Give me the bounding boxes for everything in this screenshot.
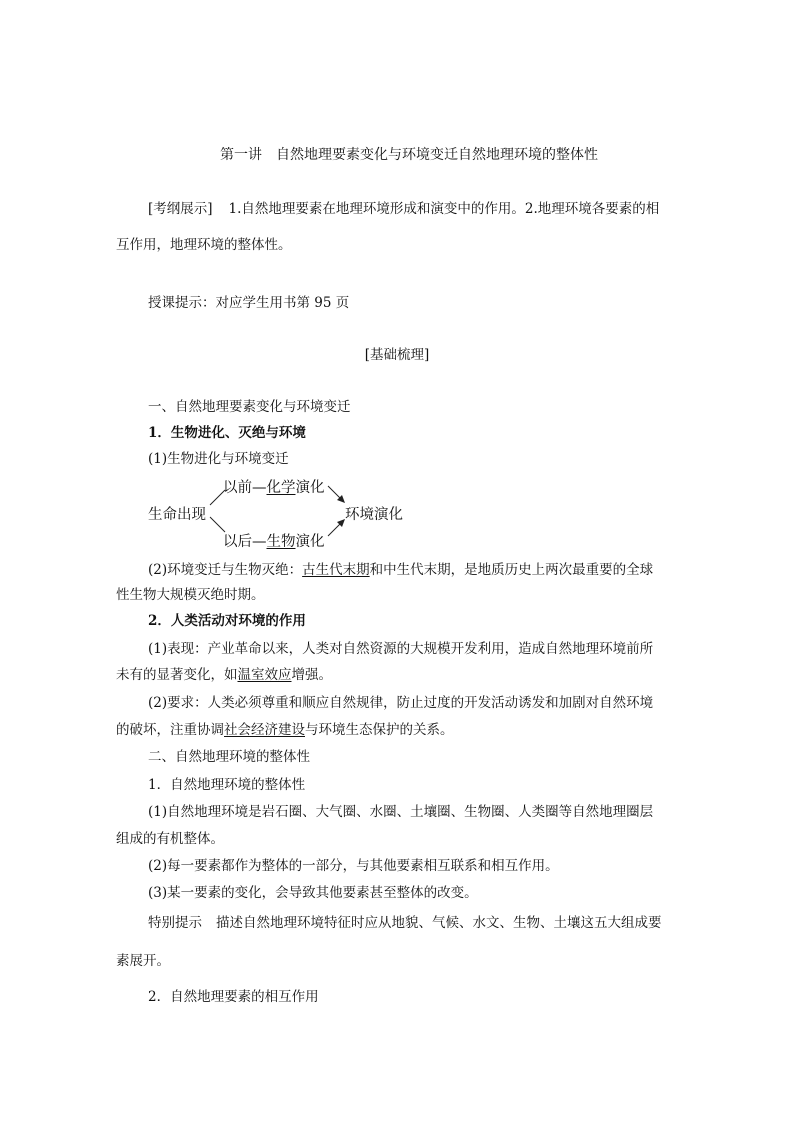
textbook-hint: 授课提示：对应学生用书第 95 页 [148,295,350,311]
part2-item2-heading: 2．自然地理要素的相互作用 [148,989,319,1005]
part1-item1-sub1: (1)生物进化与环境变迁 [148,451,289,467]
key-greenhouse: 温室效应 [237,667,292,683]
diagram-life-appears: 生命出现 [148,507,206,523]
part2-heading: 二、自然地理环境的整体性 [148,749,310,765]
diagram-after-bio-evolution: 以后—生物演化 [223,534,325,550]
diagram-bio-key: 生物 [266,534,296,550]
part1-item2-heading: 2．人类活动对环境的作用 [148,613,306,629]
kaogang-line-2: 互作用，地理环境的整体性。 [116,237,292,253]
part1-item1-heading: 1．生物进化、灭绝与环境 [148,425,306,441]
special-tip-label: 特别提示 [148,915,202,931]
section-tag: [基础梳理] [364,347,430,363]
diagram-before-chem-evolution: 以前—化学演化 [223,480,325,496]
diagram-env-evolution: 环境演化 [345,507,403,523]
part1-heading: 一、自然地理要素变化与环境变迁 [148,399,351,415]
part2-item1-p2: (2)每一要素都作为整体的一部分，与其他要素相互联系和相互作用。 [148,858,559,874]
part2-item1-p1-line1: (1)自然地理环境是岩石圈、大气圈、水圈、土壤圈、生物圈、人类圈等自然地理圈层 [148,804,654,820]
kaogang-label: [考纲展示] [148,201,213,217]
key-paleozoic-end: 古生代末期 [302,562,370,578]
part1-item2-sub1-line2: 未有的显著变化，如温室效应增强。 [116,667,332,683]
part2-item1-p1-line2: 组成的有机整体。 [116,831,224,847]
part1-item1-sub2: (2)环境变迁与生物灭绝：古生代末期和中生代末期，是地质历史上两次最重要的全球 [148,562,654,578]
special-tip-line2: 素展开。 [116,953,170,969]
part1-item2-sub1-line1: (1)表现：产业革命以来，人类对自然资源的大规模开发利用，造成自然地理环境前所 [148,641,654,657]
special-tip-line1: 特别提示 描述自然地理环境特征时应从地貌、气候、水文、生物、土壤这五大组成要 [148,915,662,931]
part1-item1-sub2-line2: 性生物大规模灭绝时期。 [116,587,265,603]
page-title: 第一讲 自然地理要素变化与环境变迁自然地理环境的整体性 [220,147,598,163]
part2-item1-heading: 1．自然地理环境的整体性 [148,777,306,793]
part2-item1-p3: (3)某一要素的变化，会导致其他要素甚至整体的改变。 [148,885,478,901]
part1-item2-sub2-line2: 的破坏，注重协调社会经济建设与环境生态保护的关系。 [116,722,454,738]
diagram-chem-key: 化学 [266,480,296,496]
part1-item2-sub2-line1: (2)要求：人类必须尊重和顺应自然规律，防止过度的开发活动诱发和加剧对自然环境 [148,695,654,711]
kaogang-text-1: 1.自然地理要素在地理环境形成和演变中的作用。2.地理环境各要素的相 [228,201,660,217]
key-socio-economic: 社会经济建设 [224,722,305,738]
